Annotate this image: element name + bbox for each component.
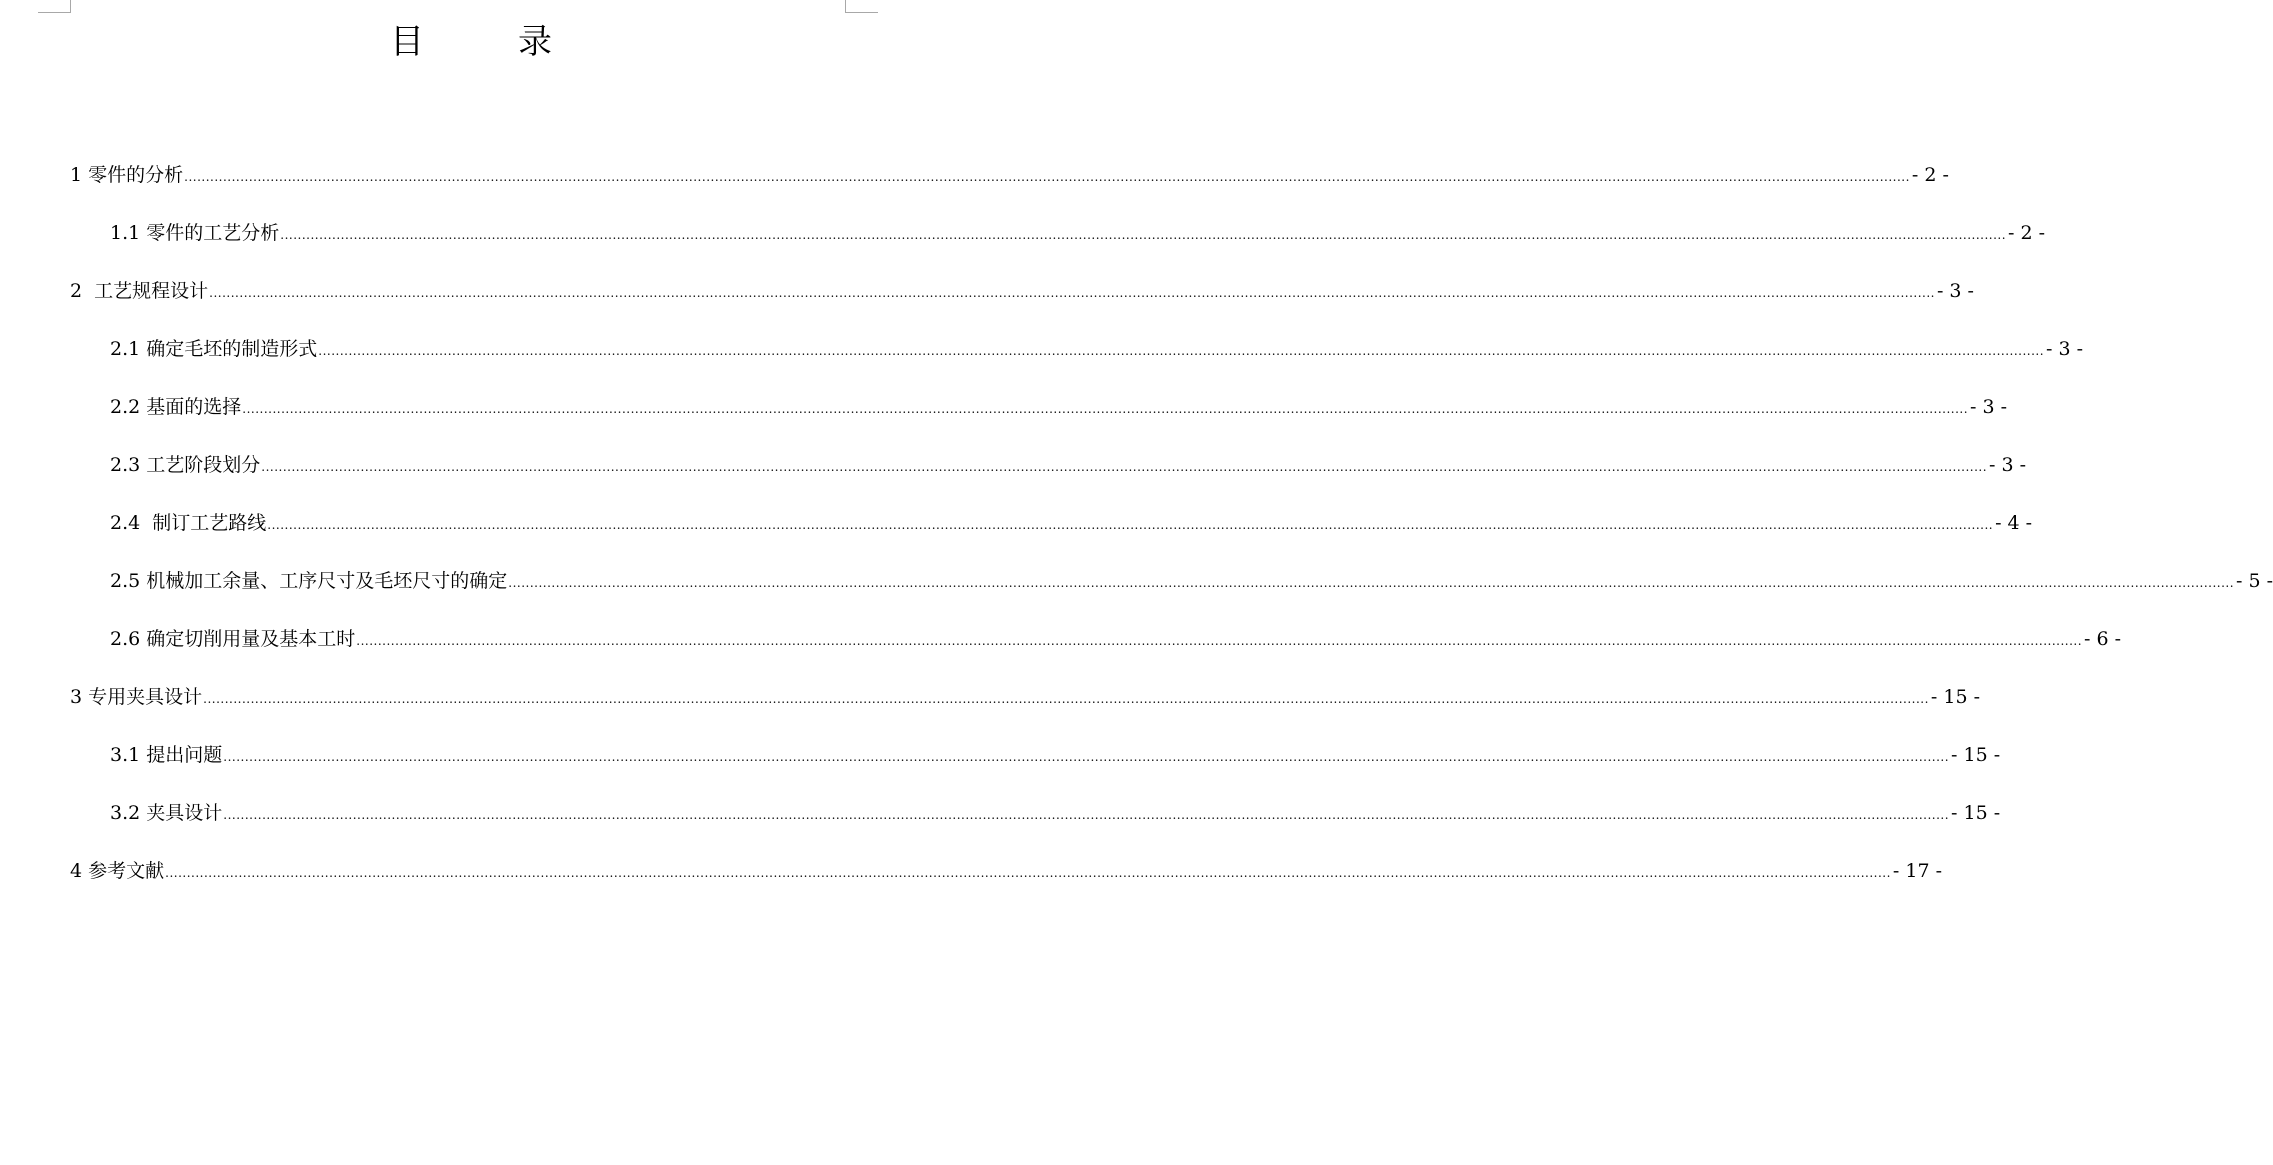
dot-leader: ................................................................................................................................................................................................................................................................................................................................................................................................................ bbox=[356, 634, 2083, 648]
table-of-contents bbox=[70, 156, 2273, 910]
dot-leader: ................................................................................................................................................................................................................................................................................................................................................................................................................ bbox=[209, 286, 1935, 300]
dot-leader: ................................................................................................................................................................................................................................................................................................................................................................................................................ bbox=[223, 750, 1950, 764]
dot-leader: ................................................................................................................................................................................................................................................................................................................................................................................................................ bbox=[508, 576, 2235, 590]
toc-entry-title: 3.2 夹具设计 bbox=[110, 802, 223, 824]
page-title: 目 录 bbox=[390, 22, 582, 62]
toc-entry[interactable] bbox=[70, 214, 2046, 272]
toc-entry-title: 4 参考文献 bbox=[70, 860, 165, 882]
dot-leader: ................................................................................................................................................................................................................................................................................................................................................................................................................ bbox=[261, 460, 1988, 474]
dot-leader: ................................................................................................................................................................................................................................................................................................................................................................................................................ bbox=[165, 866, 1891, 880]
toc-entry[interactable] bbox=[70, 794, 2001, 852]
toc-entry-title: 2.4 制订工艺路线 bbox=[110, 512, 267, 534]
toc-entry[interactable] bbox=[70, 504, 2033, 562]
toc-entry-page: - 3 - bbox=[1989, 454, 2027, 476]
crop-mark-top-left bbox=[38, 0, 71, 13]
dot-leader: ................................................................................................................................................................................................................................................................................................................................................................................................................ bbox=[203, 692, 1929, 706]
toc-entry[interactable] bbox=[70, 562, 2273, 620]
toc-entry-title: 1.1 零件的工艺分析 bbox=[110, 222, 280, 244]
toc-entry-title: 1 零件的分析 bbox=[70, 164, 184, 186]
toc-entry-title: 2.2 基面的选择 bbox=[110, 396, 242, 418]
toc-entry-page: - 2 - bbox=[2008, 222, 2046, 244]
toc-entry-page: - 4 - bbox=[1995, 512, 2033, 534]
dot-leader: ................................................................................................................................................................................................................................................................................................................................................................................................................ bbox=[223, 808, 1950, 822]
toc-entry-page: - 3 - bbox=[1936, 280, 1974, 302]
toc-entry[interactable] bbox=[70, 620, 2122, 678]
crop-mark-top-right bbox=[845, 0, 878, 13]
toc-entry[interactable] bbox=[70, 736, 2001, 794]
toc-entry[interactable] bbox=[70, 388, 2008, 446]
toc-entry[interactable] bbox=[70, 852, 1943, 910]
toc-entry-title: 3.1 提出问题 bbox=[110, 744, 223, 766]
toc-entry-page: - 3 - bbox=[2046, 338, 2084, 360]
toc-entry-page: - 6 - bbox=[2084, 628, 2122, 650]
toc-entry-page: - 15 - bbox=[1951, 802, 2001, 824]
dot-leader: ................................................................................................................................................................................................................................................................................................................................................................................................................ bbox=[184, 170, 1910, 184]
toc-entry-page: - 3 - bbox=[1970, 396, 2008, 418]
toc-entry-title: 2.5 机械加工余量、工序尺寸及毛坯尺寸的确定 bbox=[110, 570, 508, 592]
toc-entry-page: - 17 - bbox=[1892, 860, 1943, 882]
toc-entry-title: 2.1 确定毛坯的制造形式 bbox=[110, 338, 318, 360]
toc-entry[interactable] bbox=[70, 446, 2027, 504]
toc-entry-title: 2.6 确定切削用量及基本工时 bbox=[110, 628, 356, 650]
dot-leader: ................................................................................................................................................................................................................................................................................................................................................................................................................ bbox=[318, 344, 2045, 358]
toc-entry-page: - 15 - bbox=[1930, 686, 1981, 708]
toc-entry[interactable] bbox=[70, 330, 2084, 388]
toc-entry-page: - 2 - bbox=[1911, 164, 1949, 186]
toc-entry-title: 2.3 工艺阶段划分 bbox=[110, 454, 261, 476]
dot-leader: ................................................................................................................................................................................................................................................................................................................................................................................................................ bbox=[267, 518, 1994, 532]
toc-entry-title: 3 专用夹具设计 bbox=[70, 686, 203, 708]
toc-entry-page: - 15 - bbox=[1951, 744, 2001, 766]
dot-leader: ................................................................................................................................................................................................................................................................................................................................................................................................................ bbox=[280, 228, 2007, 242]
toc-entry[interactable] bbox=[70, 156, 1949, 214]
dot-leader: ................................................................................................................................................................................................................................................................................................................................................................................................................ bbox=[242, 402, 1969, 416]
toc-entry-page: - 5 - bbox=[2236, 570, 2273, 592]
toc-entry-title: 2 工艺规程设计 bbox=[70, 280, 209, 302]
toc-entry[interactable] bbox=[70, 678, 1981, 736]
toc-entry[interactable] bbox=[70, 272, 1974, 330]
